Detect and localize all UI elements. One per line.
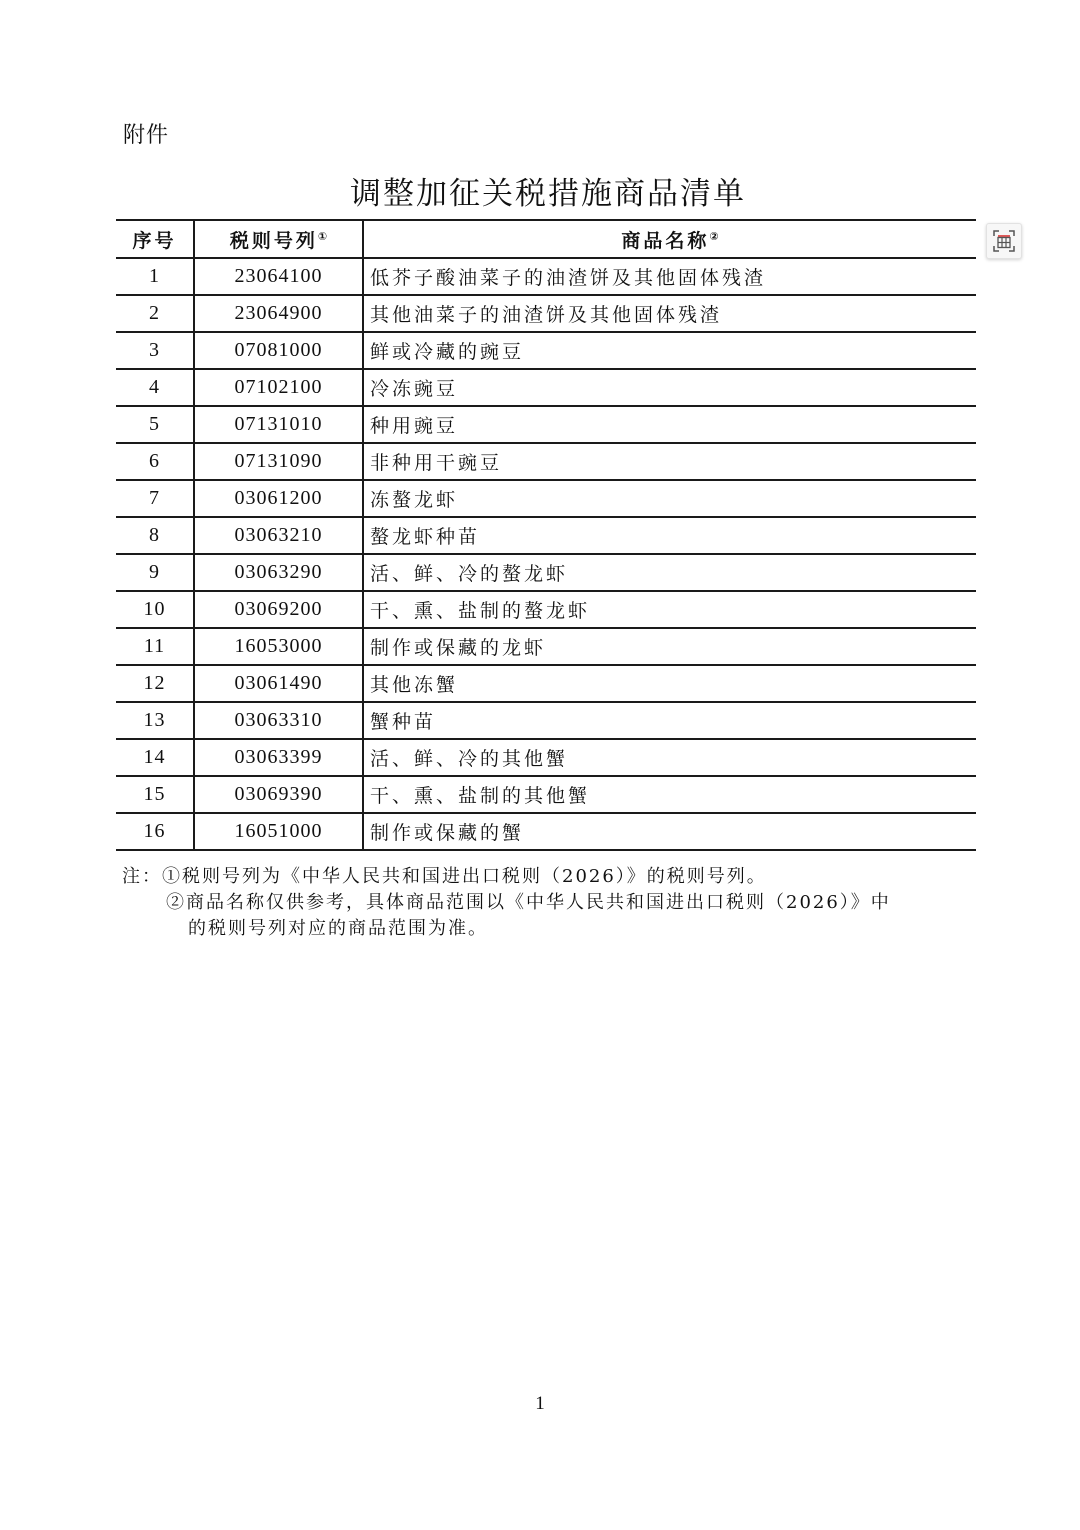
table-row xyxy=(116,554,976,591)
header-code xyxy=(194,220,363,258)
row-name: 制作或保藏的龙虾 xyxy=(363,628,976,665)
table-row xyxy=(116,665,976,702)
row-code: 03061200 xyxy=(194,480,363,517)
table-row xyxy=(116,480,976,517)
row-name: 干、熏、盐制的螯龙虾 xyxy=(363,591,976,628)
table-row xyxy=(116,813,976,850)
header-name-label: 商品名称 xyxy=(621,229,710,252)
table-header-row xyxy=(116,220,976,258)
row-name: 冻螯龙虾 xyxy=(363,480,976,517)
row-code: 03069390 xyxy=(194,776,363,813)
table-row xyxy=(116,332,976,369)
row-index: 16 xyxy=(116,813,194,850)
row-name: 活、鲜、冷的其他蟹 xyxy=(363,739,976,776)
row-name: 蟹种苗 xyxy=(363,702,976,739)
row-index: 13 xyxy=(116,702,194,739)
table-row xyxy=(116,443,976,480)
table-row xyxy=(116,591,976,628)
row-index: 14 xyxy=(116,739,194,776)
row-index: 8 xyxy=(116,517,194,554)
row-name: 螯龙虾种苗 xyxy=(363,517,976,554)
footnotes xyxy=(122,864,972,942)
row-code: 03063399 xyxy=(194,739,363,776)
table-row xyxy=(116,702,976,739)
row-code: 03063290 xyxy=(194,554,363,591)
row-code: 16051000 xyxy=(194,813,363,850)
table-row xyxy=(116,258,976,295)
row-name: 干、熏、盐制的其他蟹 xyxy=(363,776,976,813)
header-index xyxy=(116,220,194,258)
row-index: 1 xyxy=(116,258,194,295)
row-code: 23064900 xyxy=(194,295,363,332)
table-extract-button[interactable] xyxy=(986,223,1022,259)
table-row xyxy=(116,295,976,332)
table-row xyxy=(116,739,976,776)
row-index: 7 xyxy=(116,480,194,517)
row-index: 11 xyxy=(116,628,194,665)
row-index: 9 xyxy=(116,554,194,591)
footnote-2: ②商品名称仅供参考，具体商品范围以《中华人民共和国进出口税则（2026）》中 xyxy=(166,892,891,913)
row-code: 03069200 xyxy=(194,591,363,628)
header-name xyxy=(363,220,976,258)
row-code: 07102100 xyxy=(194,369,363,406)
row-index: 12 xyxy=(116,665,194,702)
row-code: 03063210 xyxy=(194,517,363,554)
page-number: 1 xyxy=(535,1393,545,1414)
page-title: 调整加征关税措施商品清单 xyxy=(350,176,746,212)
table-row xyxy=(116,517,976,554)
table-row xyxy=(116,406,976,443)
row-code: 07131090 xyxy=(194,443,363,480)
attachment-label: 附件 xyxy=(123,123,170,148)
row-name: 其他冻蟹 xyxy=(363,665,976,702)
row-code: 16053000 xyxy=(194,628,363,665)
row-index: 3 xyxy=(116,332,194,369)
row-index: 10 xyxy=(116,591,194,628)
goods-table xyxy=(116,219,976,851)
footnote-marker-1: ① xyxy=(317,229,328,243)
row-name: 种用豌豆 xyxy=(363,406,976,443)
row-name: 鲜或冷藏的豌豆 xyxy=(363,332,976,369)
row-index: 15 xyxy=(116,776,194,813)
row-name: 制作或保藏的蟹 xyxy=(363,813,976,850)
row-code: 07081000 xyxy=(194,332,363,369)
row-name: 低芥子酸油菜子的油渣饼及其他固体残渣 xyxy=(363,258,976,295)
row-code: 03061490 xyxy=(194,665,363,702)
table-extract-icon xyxy=(993,230,1015,252)
footnote-1: 注：①税则号列为《中华人民共和国进出口税则（2026）》的税则号列。 xyxy=(122,866,767,887)
row-index: 6 xyxy=(116,443,194,480)
row-code: 23064100 xyxy=(194,258,363,295)
header-index-label: 序号 xyxy=(132,229,177,252)
row-index: 5 xyxy=(116,406,194,443)
row-index: 4 xyxy=(116,369,194,406)
table-row xyxy=(116,369,976,406)
footnote-2-continued: 的税则号列对应的商品范围为准。 xyxy=(188,918,488,939)
row-name: 非种用干豌豆 xyxy=(363,443,976,480)
table-row xyxy=(116,628,976,665)
row-name: 冷冻豌豆 xyxy=(363,369,976,406)
row-index: 2 xyxy=(116,295,194,332)
footnote-marker-2: ② xyxy=(709,229,719,243)
row-name: 活、鲜、冷的螯龙虾 xyxy=(363,554,976,591)
row-code: 03063310 xyxy=(194,702,363,739)
header-code-label: 税则号列 xyxy=(229,229,318,252)
row-name: 其他油菜子的油渣饼及其他固体残渣 xyxy=(363,295,976,332)
table-row xyxy=(116,776,976,813)
row-code: 07131010 xyxy=(194,406,363,443)
